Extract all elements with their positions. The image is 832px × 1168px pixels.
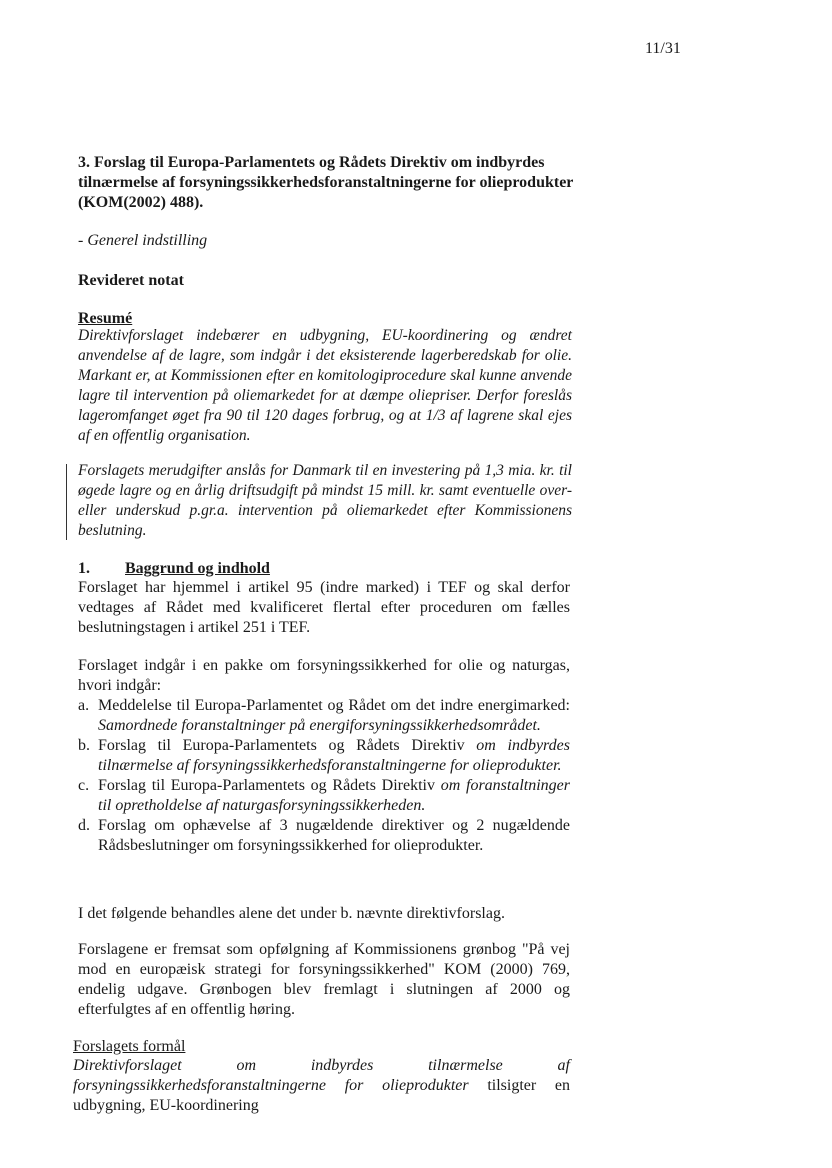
list-item-italic: Samordnede foranstaltninger på energiforsyningssikkerhedsområdet. xyxy=(98,717,541,734)
purpose-text xyxy=(73,1056,570,1116)
purpose-italic: Direktivforslaget om indbyrdes tilnærmelse af forsyningssikkerhedsforanstaltningerne for olieprodukter xyxy=(73,1057,570,1094)
paragraph-scope: I det følgende behandles alene det under b. nævnte direktivforslag. xyxy=(78,905,505,922)
list-item-text xyxy=(98,696,570,736)
list-item-plain: Meddelelse til Europa-Parlamentet og Rådet om det indre energimarked: xyxy=(98,697,570,714)
revised-note-label: Revideret notat xyxy=(78,272,184,289)
list-item-text xyxy=(98,816,570,856)
paragraph-legal-basis: Forslaget har hjemmel i artikel 95 (indre marked) i TEF og skal derfor vedtages af Rådet med kvalificeret flertal efter proceduren om fælles beslutningstagen i artikel 251 i TEF. xyxy=(78,579,570,636)
list-item xyxy=(78,776,570,816)
section-number: 1. xyxy=(78,560,90,577)
section-title: Baggrund og indhold xyxy=(125,560,270,577)
list-item-plain: Forslag til Europa-Parlamentets og Rådets Direktiv xyxy=(98,777,441,794)
list-item-plain: Forslag om ophævelse af 3 nugældende direktiver og 2 nugældende Rådsbeslutninger om forsyningssikkerhed for olieprodukter. xyxy=(98,817,570,854)
list-item xyxy=(78,736,570,776)
list-item xyxy=(78,816,570,856)
list-marker: d. xyxy=(78,817,90,834)
list-item-text xyxy=(98,736,570,776)
purpose-plain: tilsigter en udbygning, EU-koordinering xyxy=(73,1077,570,1114)
costs-text: Forslagets merudgifter anslås for Danmark til en investering på 1,3 mia. kr. til øgede lagre og en årlig driftsudgift på mindst 15 mill. kr. samt eventuelle over- eller underskud p.gr.a. intervention på oliemarkedet efter Kommissionens beslutning. xyxy=(78,462,572,539)
list-item-italic: om indbyrdes tilnærmelse af forsyningssikkerhedsforanstaltningerne for olieprodukter. xyxy=(98,737,571,774)
list-item-italic: om foranstaltninger til opretholdelse af naturgasforsyningssikkerheden. xyxy=(98,777,571,814)
resume-heading: Resumé xyxy=(78,310,133,327)
margin-bar xyxy=(66,464,67,540)
list-marker: c. xyxy=(78,777,90,794)
list-item xyxy=(78,696,570,736)
list-marker: b. xyxy=(78,737,90,754)
page-number: 11/31 xyxy=(645,40,681,57)
resume-text: Direktivforslaget indebærer en udbygning, EU-koordinering og ændret anvendelse af de lagre, som indgår i det eksisterende lagerberedskab for olie. Markant er, at Kommissionen efter en komitologiprocedure skal kunne anvende lagre til intervention på oliemarkedet for at dæmpe oliepriser. Derfor foreslås lageromfanget øget fra 90 til 120 dages forbrug, og at 1/3 af lagrene skal ejes af en offentlig organisation. xyxy=(78,327,572,444)
paragraph-package: Forslaget indgår i en pakke om forsyningssikkerhed for olie og naturgas, hvori indgår: xyxy=(78,657,570,694)
list-item-plain: Forslag til Europa-Parlamentets og Rådets Direktiv xyxy=(98,737,477,754)
paragraph-greenbook: Forslagene er fremsat som opfølgning af Kommissionens grønbog "På vej mod en europæisk strategi for forsyningssikkerhed" KOM (2000) 769, endelig udgave. Grønbogen blev fremlagt i slutningen af 2000 og efterfulgtes af en offentlig høring. xyxy=(78,941,570,1018)
purpose-heading: Forslagets formål xyxy=(73,1038,186,1055)
section-heading xyxy=(78,560,270,578)
package-list xyxy=(78,696,570,856)
subtitle: - Generel indstilling xyxy=(78,232,208,249)
list-item-text xyxy=(98,776,570,816)
document-title: 3. Forslag til Europa-Parlamentets og Rådets Direktiv om indbyrdes tilnærmelse af forsyningssikkerhedsforanstaltningerne for olieprodukter (KOM(2002) 488). xyxy=(78,154,574,211)
list-marker: a. xyxy=(78,697,90,714)
